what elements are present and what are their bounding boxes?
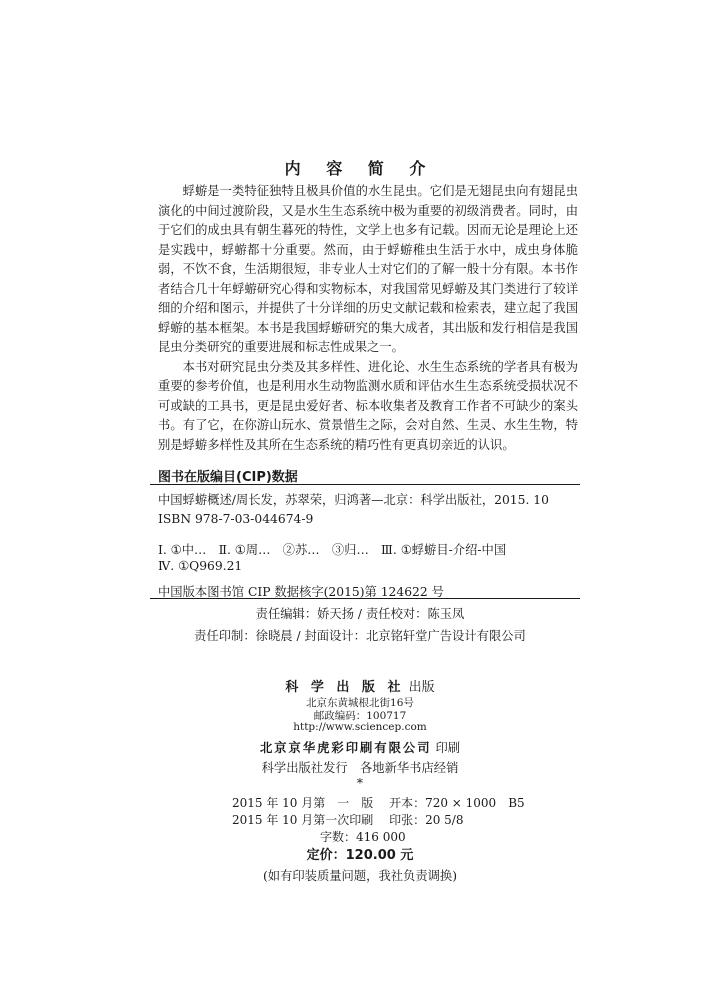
price: 定价：120.00 元: [306, 848, 414, 863]
word-count: 字数：416 000: [320, 830, 406, 844]
cip-heading: 图书在版编目(CIP)数据: [158, 470, 298, 485]
publisher-name: 科 学 出 版 社: [285, 680, 405, 695]
intro-paragraph-2: 本书对研究昆虫分类及其多样性、进化论、水生生态系统的学者具有极为重要的参考价值，也是利用水生动物监测水质和评估水生生态系统受损状况不可或缺的工具书，更是昆虫爱好者、标本收集者及教育工作者不可缺少的案头书。有了它，在你游山玩水、赏景惜生之际，会对自然、生灵、水生生物，特别是蜉蝣多样性及其所在生态系统的精巧性有更真切亲近的认识。: [158, 359, 578, 452]
separator-star: *: [356, 776, 364, 790]
publisher-url: http://www.sciencep.com: [293, 721, 427, 733]
edition-line: 2015 年 10 月第 一 版 开本：720 × 1000 B5: [232, 796, 525, 810]
cip-class-line-2: Ⅳ. ①Q969.21: [158, 559, 243, 573]
intro-text: [158, 182, 578, 455]
printer-suffix: 印刷: [435, 741, 461, 755]
publisher-address: 北京东黄城根北街16号: [306, 697, 414, 709]
publisher-line: [0, 676, 720, 695]
cip-top-rule: [150, 484, 580, 485]
distribution-line: 科学出版社发行 各地新华书店经销: [261, 761, 459, 775]
printer-line: [0, 738, 720, 756]
printing-line: 2015 年 10 月第一次印刷 印张：20 5/8: [232, 813, 464, 827]
publisher-suffix: 出版: [408, 680, 435, 695]
editors-line-2: 责任印制：徐晓晨 / 封面设计：北京铭轩堂广告设计有限公司: [194, 629, 526, 643]
cip-title-line: 中国蜉蝣概述/周长发，苏翠荣，归鸿著—北京：科学出版社，2015. 10: [158, 493, 549, 507]
cip-record: 中国版本图书馆 CIP 数据核字(2015)第 124622 号: [158, 585, 444, 599]
intro-paragraph-1: 蜉蝣是一类特征独特且极具价值的水生昆虫。它们是无翅昆虫向有翅昆虫演化的中间过渡阶段，又是水生生态系统中极为重要的初级消费者。同时，由于它们的成虫具有朝生暮死的特性，文学上也多有记载。因而无论是理论上还是实践中，蜉蝣都十分重要。然而，由于蜉蝣稚虫生活于水中，成虫身体脆弱，不饮不食，生活期很短，非专业人士对它们的了解一般十分有限。本书作者结合几十年蜉蝣研究心得和实物标本，对我国常见蜉蝣及其门类进行了较详细的介绍和图示，并提供了十分详细的历史文献记载和检索表，建立起了我国蜉蝣的基本框架。本书是我国蜉蝣研究的集大成者，其出版和发行相信是我国昆虫分类研究的重要进展和标志性成果之一。: [158, 184, 578, 354]
page-title: 内 容 简 介: [284, 159, 436, 178]
printer-name: 北京京华虎彩印刷有限公司: [259, 740, 432, 755]
quality-note: (如有印装质量问题，我社负责调换): [262, 869, 458, 883]
cip-class-line-1: Ⅰ. ①中… Ⅱ. ①周… ②苏… ③归… Ⅲ. ①蜉蝣目-介绍-中国: [158, 543, 507, 557]
cip-bottom-rule: [150, 598, 580, 599]
editors-line-1: 责任编辑：娇天扬 / 责任校对：陈玉凤: [255, 607, 465, 621]
publisher-postcode: 邮政编码：100717: [313, 710, 407, 722]
cip-isbn: ISBN 978-7-03-044674-9: [158, 512, 314, 526]
